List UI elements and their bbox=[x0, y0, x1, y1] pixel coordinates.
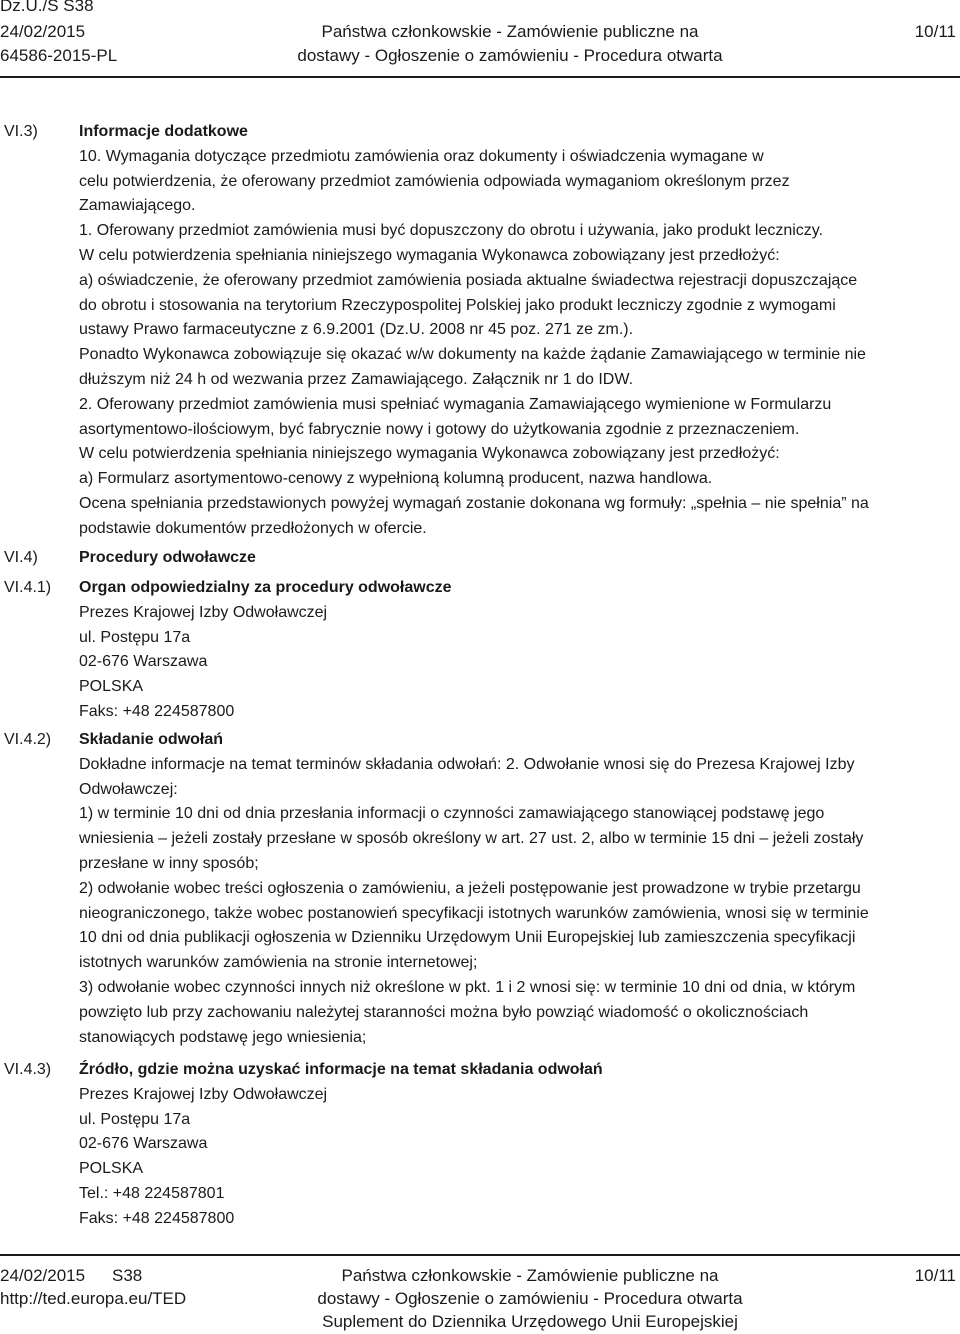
vi42-heading: Składanie odwołań bbox=[79, 731, 224, 748]
vi3-line: 10. Wymagania dotyczące przedmiotu zamówienia oraz dokumenty i oświadczenia wymagane w bbox=[79, 147, 764, 165]
section-label-vi4: VI.4) bbox=[4, 549, 38, 566]
vi3-line: 2. Oferowany przedmiot zamówienia musi spełniać wymagania Zamawiającego wymienione w Formularzu bbox=[79, 395, 832, 413]
footer-date: 24/02/2015 bbox=[0, 1266, 86, 1285]
vi3-line: 1. Oferowany przedmiot zamówienia musi być dopuszczony do obrotu i używania, jako produkt leczniczy. bbox=[79, 222, 824, 240]
vi42-line: 10 dni od dnia publikacji ogłoszenia w Dzienniku Urzędowym Unii Europejskiej lub zamieszczenia specyfikacji bbox=[79, 929, 856, 947]
header-title-line1: Państwa członkowskie - Zamówienie publiczne na bbox=[321, 22, 699, 41]
vi42-line: istotnych warunków zamówienia na stronie internetowej; bbox=[79, 954, 478, 972]
section-label-vi41: VI.4.1) bbox=[4, 579, 52, 596]
vi42-line: stanowiących podstawę jego wniesienia; bbox=[79, 1028, 367, 1046]
vi3-line: celu potwierdzenia, że oferowany przedmiot zamówienia odpowiada wymaganiom określonym przez bbox=[79, 172, 790, 190]
vi42-line: nieograniczonego, także wobec postanowień specyfikacji istotnych warunków zamówienia, wnosi się w terminie bbox=[79, 904, 869, 922]
section-vi42 bbox=[79, 728, 953, 1050]
vi41-line: POLSKA bbox=[79, 678, 144, 696]
header-date: 24/02/2015 bbox=[0, 22, 86, 41]
vi3-line: Ponadto Wykonawca zobowiązuje się okazać w/w dokumenty na każde żądanie Zamawiającego w terminie nie bbox=[79, 346, 866, 364]
vi3-line: Zamawiającego. bbox=[79, 197, 196, 215]
vi3-line: a) oświadczenie, że oferowany przedmiot zamówienia posiada aktualne świadectwa rejestracji dopuszczające bbox=[79, 271, 858, 289]
vi42-line: 3) odwołanie wobec czynności innych niż określone w pkt. 1 i 2 wnosi się: w terminie 10 dni od dnia, w którym bbox=[79, 978, 856, 996]
vi41-heading: Organ odpowiedzialny za procedury odwoławcze bbox=[79, 579, 452, 596]
header-page-number: 10/11 bbox=[914, 22, 956, 41]
page-footer bbox=[0, 1262, 960, 1334]
vi43-line: POLSKA bbox=[79, 1160, 144, 1178]
vi42-line: 1) w terminie 10 dni od dnia przesłania informacji o czynności zamawiającego stanowiącej podstawę jego bbox=[79, 805, 825, 823]
vi3-line: ustawy Prawo farmaceutyczne z 6.9.2001 (Dz.U. 2008 nr 45 poz. 271 ze zm.). bbox=[79, 321, 634, 339]
vi3-line: Ocena spełniania przedstawionych powyżej wymagań zostanie dokonana wg formuły: „spełnia – nie spełnia” na bbox=[79, 494, 869, 512]
footer-title-line1: Państwa członkowskie - Zamówienie publiczne na bbox=[341, 1266, 719, 1285]
vi42-line: wniesienia – jeżeli zostały przesłane w sposób określony w art. 27 ust. 2, albo w terminie 15 dni – jeżeli zostały bbox=[79, 830, 864, 848]
footer-url: http://ted.europa.eu/TED bbox=[0, 1289, 187, 1308]
section-label-vi42: VI.4.2) bbox=[4, 731, 52, 748]
vi3-heading: Informacje dodatkowe bbox=[79, 123, 248, 140]
vi43-line: Faks: +48 224587800 bbox=[79, 1209, 235, 1227]
journal-ref: Dz.U./S S38 bbox=[0, 0, 94, 15]
footer-title-line2: dostawy - Ogłoszenie o zamówieniu - Procedura otwarta bbox=[317, 1289, 743, 1308]
vi42-line: Odwoławczej: bbox=[79, 780, 178, 798]
footer-title-line3: Suplement do Dziennika Urzędowego Unii Europejskiej bbox=[322, 1312, 738, 1331]
vi42-line: przesłane w inny sposób; bbox=[79, 854, 259, 872]
section-vi41 bbox=[79, 576, 953, 725]
vi3-line: W celu potwierdzenia spełniania niniejszego wymagania Wykonawca zobowiązany jest przedłożyć: bbox=[79, 246, 780, 264]
vi41-line: Prezes Krajowej Izby Odwoławczej bbox=[79, 603, 328, 621]
section-vi4 bbox=[79, 546, 953, 571]
vi3-line: asortymentowo-ilościowym, być fabrycznie nowy i gotowy do użytkowania zgodnie z przeznaczeniem. bbox=[79, 420, 800, 438]
vi43-line: Prezes Krajowej Izby Odwoławczej bbox=[79, 1085, 328, 1103]
vi3-line: do obrotu i stosowania na terytorium Rzeczypospolitej Polskiej jako produkt leczniczy zgodnie z wymogami bbox=[79, 296, 836, 314]
footer-page-number: 10/11 bbox=[914, 1266, 956, 1285]
footer-series: S38 bbox=[112, 1266, 143, 1285]
vi43-line: Tel.: +48 224587801 bbox=[79, 1184, 225, 1202]
section-label-vi3: VI.3) bbox=[4, 123, 38, 140]
vi41-line: ul. Postępu 17a bbox=[79, 628, 191, 646]
vi4-heading: Procedury odwoławcze bbox=[79, 549, 256, 566]
header-title-line2: dostawy - Ogłoszenie o zamówieniu - Procedura otwarta bbox=[297, 46, 723, 65]
vi3-line: W celu potwierdzenia spełniania niniejszego wymagania Wykonawca zobowiązany jest przedłożyć: bbox=[79, 445, 780, 463]
header-divider bbox=[0, 76, 960, 78]
section-label-vi43: VI.4.3) bbox=[4, 1061, 52, 1078]
notice-ref: 64586-2015-PL bbox=[0, 46, 118, 65]
vi41-line: 02-676 Warszawa bbox=[79, 653, 208, 671]
vi43-line: ul. Postępu 17a bbox=[79, 1110, 191, 1128]
footer-divider bbox=[0, 1254, 960, 1256]
vi41-line: Faks: +48 224587800 bbox=[79, 702, 235, 720]
vi3-line: dłuższym niż 24 h od wezwania przez Zamawiającego. Załącznik nr 1 do IDW. bbox=[79, 370, 634, 388]
vi3-line: podstawie dokumentów przedłożonych w ofercie. bbox=[79, 519, 427, 537]
vi42-line: powzięto lub przy zachowaniu należytej staranności można było powziąć wiadomość o okolicznościach bbox=[79, 1003, 809, 1021]
vi3-line: a) Formularz asortymentowo-cenowy z wypełnioną kolumną producent, nazwa handlowa. bbox=[79, 470, 713, 488]
vi42-line: 2) odwołanie wobec treści ogłoszenia o zamówieniu, a jeżeli postępowanie jest prowadzone w trybie przetargu bbox=[79, 879, 861, 897]
page-header bbox=[0, 0, 960, 80]
vi43-line: 02-676 Warszawa bbox=[79, 1135, 208, 1153]
section-vi43 bbox=[79, 1058, 953, 1232]
vi43-heading: Źródło, gdzie można uzyskać informacje na temat składania odwołań bbox=[79, 1061, 603, 1078]
section-vi3 bbox=[79, 120, 953, 542]
vi42-line: Dokładne informacje na temat terminów składania odwołań: 2. Odwołanie wnosi się do Prezesa Krajowej Izby bbox=[79, 755, 855, 773]
